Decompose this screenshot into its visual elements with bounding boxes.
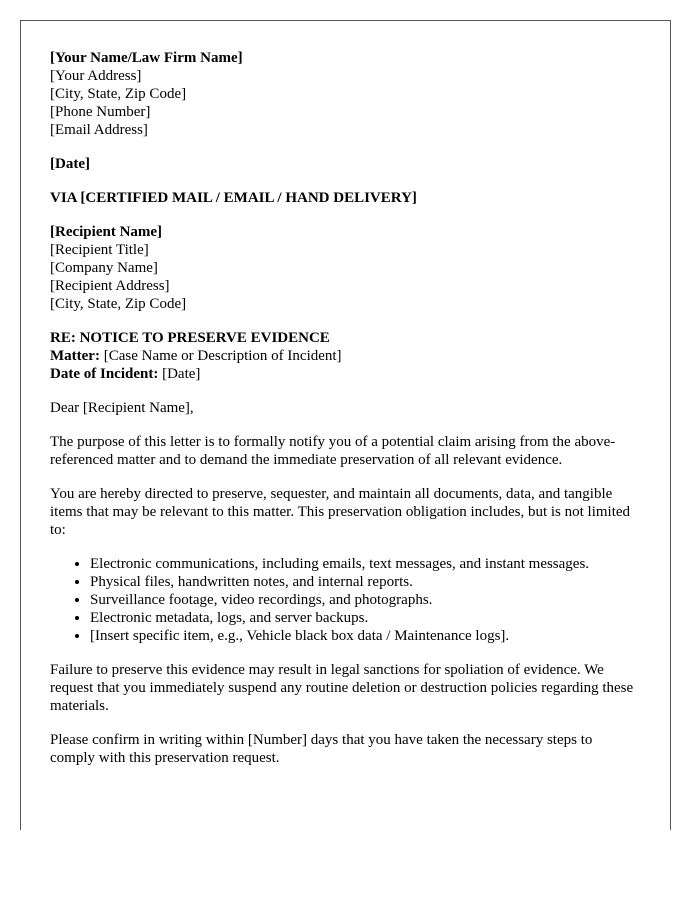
date-block xyxy=(50,155,670,173)
list-item: • Physical files, handwritten notes, and internal reports. xyxy=(90,573,670,591)
list-item: • Electronic metadata, logs, and server backups. xyxy=(90,609,670,627)
letter-page xyxy=(20,20,671,830)
list-item: • Electronic communications, including emails, text messages, and instant messages. xyxy=(90,555,670,573)
sender-name: [Your Name/Law Firm Name] xyxy=(50,50,243,66)
failure-paragraph: Failure to preserve this evidence may result in legal sanctions for spoliation of evidence. We request that you immediately suspend any routine deletion or destruction policies regarding these materials. xyxy=(50,662,634,714)
directive-paragraph: You are hereby directed to preserve, sequester, and maintain all documents, data, and tangible items that may be relevant to this matter. This preservation obligation includes, but is not limited to: xyxy=(50,486,631,538)
incident-date-value: [Date] xyxy=(158,366,201,382)
recipient-company: [Company Name] xyxy=(50,260,158,276)
incident-date-line xyxy=(50,365,670,383)
delivery-method: VIA [CERTIFIED MAIL / EMAIL / HAND DELIVERY] xyxy=(50,190,417,206)
purpose-paragraph: The purpose of this letter is to formally notify you of a potential claim arising from the above-referenced matter and to demand the immediate preservation of all relevant evidence. xyxy=(50,434,616,468)
re-line: RE: NOTICE TO PRESERVE EVIDENCE xyxy=(50,330,330,346)
incident-date-label: Date of Incident: xyxy=(50,366,159,382)
subject-block xyxy=(50,329,670,383)
sender-block xyxy=(50,49,670,139)
recipient-title: [Recipient Title] xyxy=(50,242,149,258)
sender-address: [Your Address] xyxy=(50,68,142,84)
salutation: Dear [Recipient Name], xyxy=(50,400,194,416)
list-item: • Surveillance footage, video recordings, and photographs. xyxy=(90,591,670,609)
sender-city-state-zip: [City, State, Zip Code] xyxy=(50,86,187,102)
recipient-name: [Recipient Name] xyxy=(50,224,163,240)
salutation-block xyxy=(50,399,670,417)
matter-label: Matter: xyxy=(50,348,100,364)
matter-line xyxy=(50,347,670,365)
confirm-paragraph: Please confirm in writing within [Number] days that you have taken the necessary steps to comply with this preservation request. xyxy=(50,732,593,766)
sender-email: [Email Address] xyxy=(50,122,148,138)
sender-phone: [Phone Number] xyxy=(50,104,151,120)
preservation-list xyxy=(50,555,670,645)
recipient-address: [Recipient Address] xyxy=(50,278,170,294)
delivery-block xyxy=(50,189,670,207)
matter-value: [Case Name or Description of Incident] xyxy=(99,348,342,364)
list-item: • [Insert specific item, e.g., Vehicle black box data / Maintenance logs]. xyxy=(90,627,670,645)
letter-date: [Date] xyxy=(50,156,90,172)
recipient-block xyxy=(50,223,670,313)
recipient-city-state-zip: [City, State, Zip Code] xyxy=(50,296,187,312)
